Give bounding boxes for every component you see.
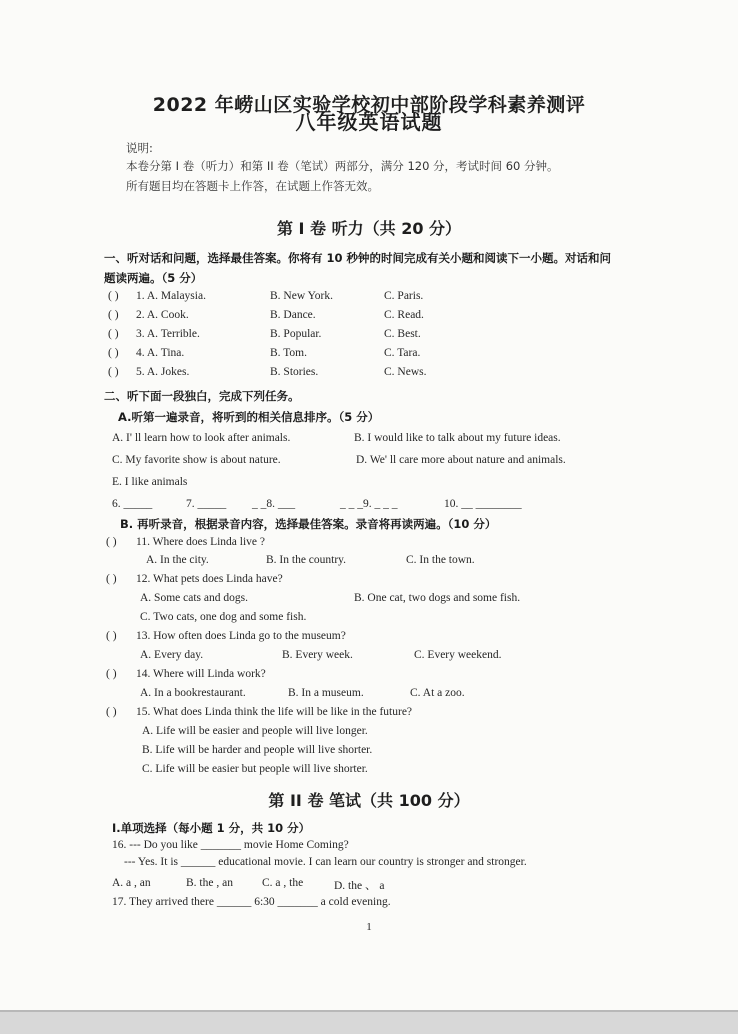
notes-line-2: 所有题目均在答题卡上作答，在试题上作答无效。 bbox=[126, 179, 379, 193]
question-text: 12. What pets does Linda have? bbox=[136, 573, 283, 585]
question-option-c: C. News. bbox=[384, 366, 427, 378]
question-option-c: C. a , the bbox=[262, 877, 304, 889]
question-option-a: A. In a bookrestaurant. bbox=[140, 687, 246, 699]
question-option-b: B. In the country. bbox=[266, 554, 347, 566]
question-option-c: C. Two cats, one dog and some fish. bbox=[140, 611, 307, 623]
question-option-b: B. In a museum. bbox=[288, 687, 364, 699]
blank-8[interactable]: _ _8. ___ bbox=[252, 498, 296, 510]
question-option-a: 2. A. Cook. bbox=[136, 309, 189, 321]
question-option-a: 5. A. Jokes. bbox=[136, 366, 190, 378]
question-option-d: D. the 、 a bbox=[334, 880, 385, 892]
question-option-b: B. Every week. bbox=[282, 649, 353, 661]
question-option-c: C. Best. bbox=[384, 328, 421, 340]
section2b-instruction: B. 再听录音，根据录音内容，选择最佳答案。录音将再读两遍。（10 分） bbox=[120, 517, 497, 531]
question-option-c: C. Every weekend. bbox=[414, 649, 502, 661]
question-text: 14. Where will Linda work? bbox=[136, 668, 266, 680]
question-option-a: 1. A. Malaysia. bbox=[136, 290, 206, 302]
question-option-b: B. Life will be harder and people will live shorter. bbox=[142, 744, 373, 756]
question-option-c: C. In the town. bbox=[406, 554, 475, 566]
info-option-e: E. I like animals bbox=[112, 476, 188, 488]
answer-paren[interactable]: ( ) bbox=[106, 536, 117, 548]
blank-10[interactable]: 10. __ ________ bbox=[444, 498, 522, 510]
info-option-a: A. I' ll learn how to look after animals. bbox=[112, 432, 291, 444]
question-option-b: B. Popular. bbox=[270, 328, 322, 340]
question-17: 17. They arrived there ______ 6:30 _______ a cold evening. bbox=[112, 896, 391, 908]
answer-paren[interactable]: ( ) bbox=[108, 290, 119, 302]
question-text: 11. Where does Linda live ? bbox=[136, 536, 266, 548]
section1-instruction-cont: 题读两遍。（5 分） bbox=[104, 271, 203, 285]
question-option-c: C. Paris. bbox=[384, 290, 424, 302]
answer-paren[interactable]: ( ) bbox=[108, 309, 119, 321]
question-text: 15. What does Linda think the life will be like in the future? bbox=[136, 706, 413, 718]
question-option-b: B. Stories. bbox=[270, 366, 319, 378]
bottom-scan-bar bbox=[0, 1012, 738, 1034]
notes-line-1: 本卷分第 I 卷（听力）和第 II 卷（笔试）两部分，满分 120 分，考试时间 60 分钟。 bbox=[126, 159, 559, 173]
question-option-a: A. Some cats and dogs. bbox=[140, 592, 248, 604]
answer-paren[interactable]: ( ) bbox=[108, 347, 119, 359]
answer-paren[interactable]: ( ) bbox=[106, 668, 117, 680]
question-option-c: C. Tara. bbox=[384, 347, 421, 359]
exam-subtitle: 八年级英语试题 bbox=[295, 110, 443, 134]
answer-paren[interactable]: ( ) bbox=[108, 328, 119, 340]
part2-section1-instruction: I.单项选择（每小题 1 分，共 10 分） bbox=[112, 821, 311, 835]
blank-9[interactable]: _ _ _9. _ _ _ bbox=[340, 498, 398, 510]
question-option-c: C. At a zoo. bbox=[410, 687, 465, 699]
notes-label: 说明: bbox=[126, 141, 153, 155]
question-option-b: B. Tom. bbox=[270, 347, 308, 359]
question-option-a: A. a , an bbox=[112, 877, 151, 889]
info-option-d: D. We' ll care more about nature and animals. bbox=[356, 454, 566, 466]
question-option-c: C. Life will be easier but people will live shorter. bbox=[142, 763, 368, 775]
part2-title: 第 II 卷 笔试（共 100 分） bbox=[268, 791, 470, 810]
page-number: 1 bbox=[366, 921, 372, 933]
blank-6[interactable]: 6. _____ bbox=[112, 498, 153, 510]
question-option-b: B. New York. bbox=[270, 290, 333, 302]
question-text: 13. How often does Linda go to the museum? bbox=[136, 630, 346, 642]
question-option-a: A. Every day. bbox=[140, 649, 204, 661]
part1-title: 第 I 卷 听力（共 20 分） bbox=[276, 219, 462, 238]
answer-paren[interactable]: ( ) bbox=[106, 573, 117, 585]
question-option-b: B. the , an bbox=[186, 877, 233, 889]
exam-title: 2022 年崂山区实验学校初中部阶段学科素养测评 bbox=[152, 94, 586, 116]
section1-instruction: 一、听对话和问题，选择最佳答案。你将有 10 秒钟的时间完成有关小题和阅读下一小题。对话和问 bbox=[104, 251, 612, 265]
question-option-b: B. One cat, two dogs and some fish. bbox=[354, 592, 521, 604]
section2a-instruction: A.听第一遍录音，将听到的相关信息排序。（5 分） bbox=[118, 410, 380, 424]
info-option-b: B. I would like to talk about my future ideas. bbox=[354, 432, 561, 444]
answer-paren[interactable]: ( ) bbox=[106, 630, 117, 642]
question-option-b: B. Dance. bbox=[270, 309, 316, 321]
answer-paren[interactable]: ( ) bbox=[106, 706, 117, 718]
info-option-c: C. My favorite show is about nature. bbox=[112, 454, 281, 466]
question-16-reply: --- Yes. It is ______ educational movie. I can learn our country is stronger and stronger. bbox=[124, 856, 527, 868]
question-16: 16. --- Do you like _______ movie Home Coming? bbox=[112, 839, 349, 851]
question-option-a: A. In the city. bbox=[146, 554, 209, 566]
section2-instruction: 二、听下面一段独白，完成下列任务。 bbox=[104, 389, 300, 403]
question-option-c: C. Read. bbox=[384, 309, 424, 321]
answer-paren[interactable]: ( ) bbox=[108, 366, 119, 378]
question-option-a: 4. A. Tina. bbox=[136, 347, 185, 359]
blank-7[interactable]: 7. _____ bbox=[186, 498, 227, 510]
question-option-a: 3. A. Terrible. bbox=[136, 328, 200, 340]
question-option-a: A. Life will be easier and people will live longer. bbox=[142, 725, 368, 737]
